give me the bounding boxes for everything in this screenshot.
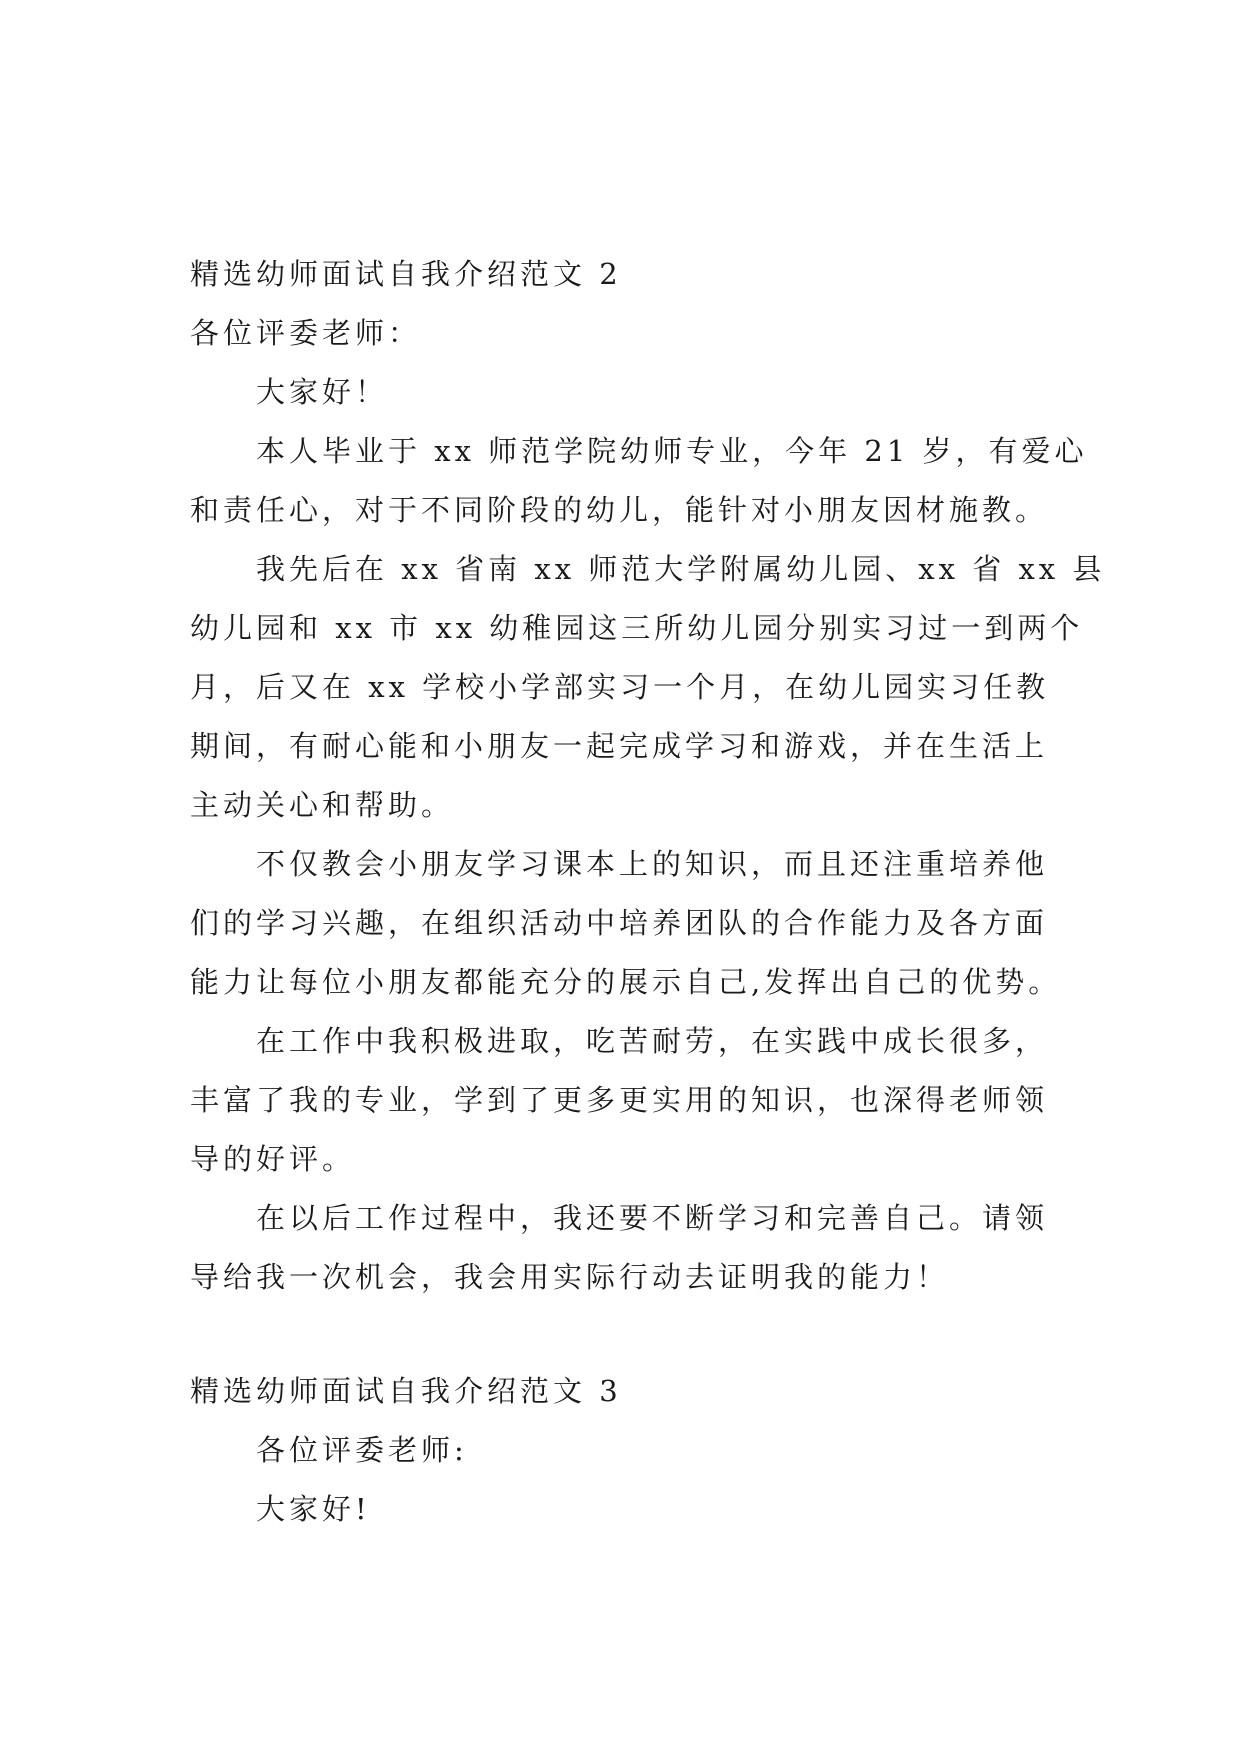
paragraph-line: 不仅教会小朋友学习课本上的知识，而且还注重培养他 [256, 847, 1049, 881]
section-2-title: 精选幼师面试自我介绍范文 2 [190, 257, 622, 291]
section-3-greeting: 大家好! [256, 1492, 371, 1526]
section-3-salutation: 各位评委老师: [256, 1433, 468, 1467]
paragraph-line: 在工作中我积极进取，吃苦耐劳，在实践中成长很多， [256, 1024, 1049, 1058]
paragraph-line: 期间，有耐心能和小朋友一起完成学习和游戏，并在生活上 [190, 729, 1049, 763]
section-3-title: 精选幼师面试自我介绍范文 3 [190, 1374, 622, 1408]
paragraph-1 [190, 422, 1088, 540]
paragraph-5 [190, 1189, 1060, 1307]
paragraph-line: 在以后工作过程中，我还要不断学习和完善自己。请领 [256, 1201, 1049, 1235]
section-divider-space [190, 1307, 1060, 1362]
paragraph-line: 幼儿园和 xx 市 xx 幼稚园这三所幼儿园分别实习过一到两个 [190, 611, 1084, 645]
paragraph-line: 月，后又在 xx 学校小学部实习一个月，在幼儿园实习任教 [190, 670, 1050, 704]
paragraph-line: 导给我一次机会，我会用实际行动去证明我的能力！ [190, 1260, 950, 1294]
paragraph-line: 主动关心和帮助。 [190, 788, 455, 822]
section-2-greeting: 大家好！ [256, 375, 389, 409]
paragraph-4 [190, 1012, 1060, 1189]
document-content [190, 245, 1106, 1539]
paragraph-line: 本人毕业于 xx 师范学院幼师专业，今年 21 岁，有爱心 [256, 434, 1088, 468]
paragraph-line: 我先后在 xx 省南 xx 师范大学附属幼儿园、xx 省 xx 县 [256, 552, 1106, 586]
paragraph-line: 们的学习兴趣，在组织活动中培养团队的合作能力及各方面 [190, 906, 1049, 940]
paragraph-2 [190, 540, 1106, 835]
paragraph-line: 导的好评。 [190, 1142, 356, 1176]
paragraph-line: 丰富了我的专业，学到了更多更实用的知识，也深得老师领 [190, 1083, 1049, 1117]
paragraph-line: 和责任心，对于不同阶段的幼儿，能针对小朋友因材施教。 [190, 493, 1049, 527]
paragraph-line: 能力让每位小朋友都能充分的展示自己,发挥出自己的优势。 [190, 965, 1062, 999]
section-2-salutation: 各位评委老师： [190, 316, 422, 350]
paragraph-3 [190, 835, 1060, 1012]
